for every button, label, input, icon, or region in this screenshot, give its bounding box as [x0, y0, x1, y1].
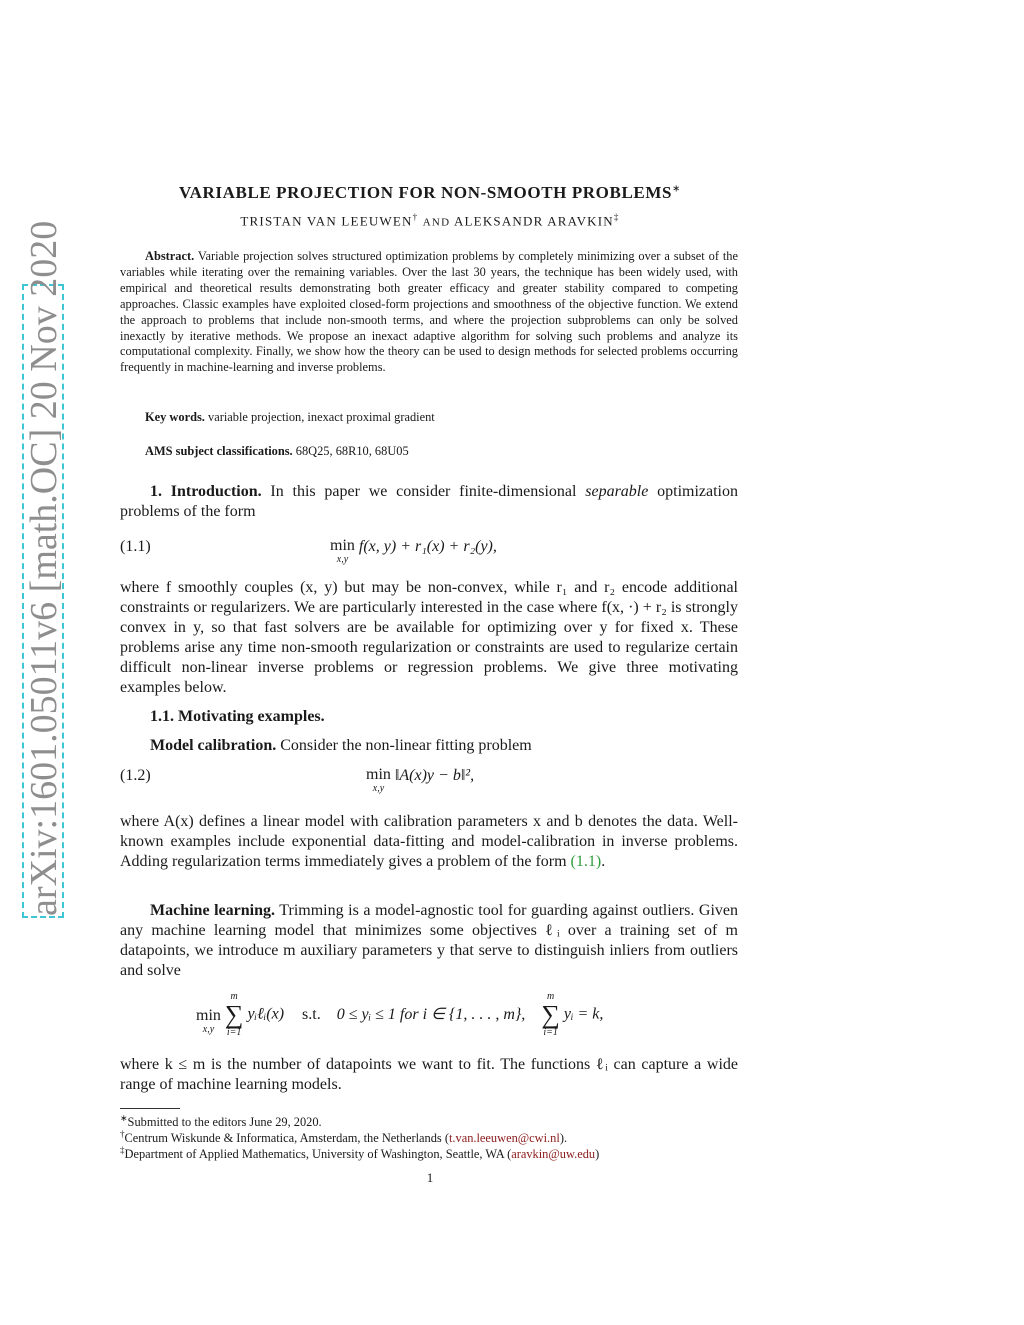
- constraint-expression: 0 ≤ yᵢ ≤ 1 for i ∈ {1, . . . , m},: [336, 1005, 526, 1023]
- paper-title: [120, 183, 740, 203]
- min-subscript: x,y: [336, 554, 349, 565]
- machine-learning-label: Machine learning.: [150, 902, 276, 919]
- min-operator: [366, 767, 391, 795]
- author-2-name: ALEKSANDR ARAVKIN: [453, 213, 614, 229]
- paragraph-trimming-description: where k ≤ m is the number of datapoints we want to fit. The functions ℓᵢ can capture a wide range of machine learning models.: [120, 1056, 738, 1093]
- footnote-3: [120, 1145, 760, 1162]
- keywords-text: variable projection, inexact proximal gradient: [208, 410, 435, 424]
- machine-learning-paragraph: [120, 901, 738, 981]
- sum-equals-k: yᵢ = k,: [563, 1005, 604, 1023]
- footnote-text: Centrum Wiskunde & Informatica, Amsterdam, the Netherlands (: [124, 1131, 449, 1146]
- sum-term: yᵢℓᵢ(x): [247, 1005, 285, 1023]
- email-link[interactable]: aravkin@uw.edu: [511, 1147, 596, 1162]
- ams-classification-line: [145, 444, 409, 459]
- footnote-mark: ∗: [120, 1113, 128, 1123]
- author-1-name: TRISTAN VAN LEEUWEN: [240, 213, 413, 229]
- footnote-rule: [120, 1108, 180, 1109]
- title-footnote-mark: ∗: [672, 183, 682, 195]
- equation-body: [196, 992, 603, 1038]
- min-text: min: [366, 766, 391, 783]
- author-conjunction: AND: [422, 216, 451, 229]
- subsection-heading: [120, 707, 738, 727]
- equation-1-1: [120, 538, 738, 568]
- min-text: min: [330, 537, 355, 554]
- equation-1-2: [120, 767, 738, 797]
- keywords-line: [145, 410, 435, 425]
- author-2-mark: ‡: [613, 212, 620, 222]
- equation-reference-link[interactable]: (1.1): [570, 853, 602, 870]
- footnote-2: [120, 1129, 760, 1146]
- calibration-text: where A(x) defines a linear model with calibration parameters x and b denotes the data. Well-known examples include exponential data-fitting and model-calibration in inverse problems. Adding regularization terms immediately gives a problem of the form: [120, 813, 738, 870]
- equation-body: [366, 767, 474, 795]
- sum-upper-limit: m: [546, 991, 555, 1002]
- min-text: min: [196, 1007, 221, 1024]
- sum-operator: [225, 992, 244, 1038]
- sum-upper-limit: m: [230, 991, 238, 1002]
- machine-learning-text: Trimming is a model-agnostic tool for guarding against outliers. Given any machine learning model that minimizes some objectives ℓᵢ over a training set of m datapoints, we introduce m auxiliary parameters y that serve to distinguish inliers from outliers and solve: [120, 902, 738, 979]
- sentence-end: .: [601, 853, 606, 870]
- abstract-text: Variable projection solves structured optimization problems by completely minimizing over a subset of the variables while iterating over the remaining variables. Over the last 30 years, the technique has been widely used, with empirical and theoretical results demonstrating both greater efficacy and greater stability compared to competing approaches. Classic examples have exploited closed-form projections and smoothness of the objective function. We extend the approach to problems that include non-smooth terms, and where the projection subproblems can only be solved inexactly by iterative methods. We propose an inexact adaptive algorithm for solving such problems and analyze its computational complexity. Finally, we show how the theory can be used to design methods for selected problems occurring frequently in machine-learning and inverse problems.: [120, 249, 738, 375]
- footnote-text: Submitted to the editors June 29, 2020.: [127, 1115, 322, 1130]
- ams-codes: 68Q25, 68R10, 68U05: [295, 444, 409, 458]
- paragraph-calibration-description: [120, 812, 738, 872]
- paragraph-problem-description: where f smoothly couples (x, y) but may be non-convex, while r₁ and r₂ encode additional constraints or regularizers. We are particularly interested in the case where f(x, ·) + r₂ is strongly convex in y, so that fast solvers are be available for optimizing over y for fixed x. These problems arise any time non-smooth regularization or constraints are used to regularize certain difficult non-linear inverse problems or regression problems. We give three motivating examples below.: [120, 579, 738, 696]
- page-number: 1: [426, 1170, 434, 1185]
- arxiv-identifier-stamp[interactable]: arXiv:1601.05011v6 [math.OC] 20 Nov 2020: [23, 220, 65, 916]
- footnote-mark: †: [120, 1129, 125, 1139]
- intro-separable: separable: [585, 483, 649, 500]
- author-line: [120, 212, 740, 229]
- author-1-mark: †: [412, 212, 419, 222]
- section-heading-introduction: 1. Introduction.: [150, 483, 262, 500]
- equation-body: [330, 538, 497, 566]
- intro-text-b: optimization problems of the form: [120, 483, 738, 520]
- such-that: s.t.: [302, 1005, 321, 1023]
- subsection-title: 1.1. Motivating examples.: [150, 708, 325, 725]
- model-calibration-label: Model calibration.: [150, 737, 277, 754]
- min-subscript: x,y: [202, 1024, 215, 1035]
- sum-symbol: ∑: [541, 1000, 560, 1029]
- sum-symbol: ∑: [224, 1000, 244, 1029]
- keywords-label: Key words.: [145, 410, 205, 424]
- equation-trimming: [120, 992, 738, 1044]
- model-calibration-text: Consider the non-linear fitting problem: [280, 737, 532, 754]
- equation-number: (1.2): [120, 767, 151, 784]
- equation-number: (1.1): [120, 538, 151, 555]
- norm-expression: ‖A(x)y − b‖²,: [394, 767, 475, 784]
- ams-label: AMS subject classifications.: [145, 444, 293, 458]
- abstract-block: [120, 249, 738, 376]
- objective-expression: f(x, y) + r₁(x) + r₂(y),: [358, 538, 497, 555]
- footnote-tail: ): [595, 1147, 600, 1162]
- footnote-tail: ).: [559, 1131, 568, 1146]
- abstract-label: Abstract.: [145, 249, 195, 263]
- intro-text-a: In this paper we consider finite-dimensional: [270, 483, 577, 500]
- sum-operator-2: [541, 992, 560, 1038]
- min-operator: [196, 1008, 221, 1036]
- min-operator: [330, 538, 355, 566]
- footnote-text: Department of Applied Mathematics, University of Washington, Seattle, WA (: [124, 1147, 512, 1162]
- min-subscript: x,y: [372, 783, 385, 794]
- title-text: VARIABLE PROJECTION FOR NON-SMOOTH PROBLEMS: [178, 183, 673, 202]
- intro-paragraph: [120, 482, 738, 522]
- sum-lower-limit: i=1: [543, 1027, 558, 1038]
- footnote-1: [120, 1113, 760, 1130]
- email-link[interactable]: t.van.leeuwen@cwi.nl: [448, 1131, 560, 1146]
- footnote-mark: ‡: [120, 1145, 125, 1155]
- model-calibration-paragraph: [120, 736, 738, 756]
- sum-lower-limit: i=1: [226, 1027, 242, 1038]
